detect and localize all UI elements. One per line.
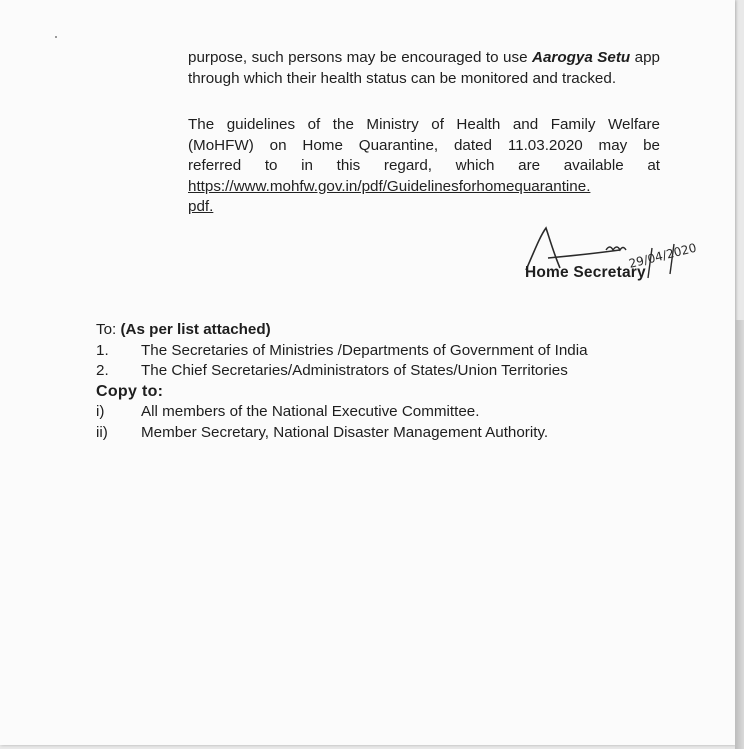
page-edge-shadow (735, 320, 744, 749)
paragraph-guidelines (188, 115, 660, 218)
paragraph-aarogya-text-a: purpose, such persons may be encouraged to use (188, 49, 533, 66)
to-item (96, 361, 696, 382)
paragraph-aarogya-text-b: app through which their health status can be monitored and tracked. (188, 49, 661, 87)
paragraph-aarogya (188, 48, 660, 89)
copy-to-item-number: i) (96, 403, 105, 420)
aarogya-setu-app-name: Aarogya Setu (532, 49, 631, 66)
copy-to-heading: Copy to: (96, 382, 164, 400)
to-item-number: 2. (96, 362, 109, 379)
guidelines-url-line-1[interactable]: https://www.mohfw.gov.in/pdf/Guidelinesforhomequarantine. (188, 177, 591, 195)
copy-to-item (96, 402, 696, 423)
to-qualifier: (As per list attached) (120, 321, 271, 338)
guidelines-url-line-2[interactable]: pdf. (188, 198, 214, 215)
to-label: To: (96, 321, 121, 338)
copy-to-item-text: All members of the National Executive Committee. (141, 403, 480, 420)
to-item (96, 341, 696, 362)
copy-to-item-number: ii) (96, 423, 108, 441)
guidelines-line-2: (MoHFW) on Home Quarantine, dated 11.03.2020 may be (188, 136, 660, 154)
addressee-block (96, 320, 696, 443)
guidelines-line-3: referred to in this regard, which are available at (188, 157, 660, 174)
copy-to-item-text: Member Secretary, National Disaster Management Authority. (141, 423, 549, 441)
to-heading (96, 320, 696, 341)
guidelines-line-1: The guidelines of the Ministry of Health and Family Welfare (188, 116, 660, 133)
guidelines-url[interactable] (188, 177, 660, 218)
signatory-title: Home Secretary (525, 264, 646, 281)
to-item-text: The Chief Secretaries/Administrators of States/Union Territories (141, 362, 568, 379)
to-item-text: The Secretaries of Ministries /Departments of Government of India (141, 341, 588, 359)
handwritten-date: 29/04/2020 (627, 240, 698, 271)
to-item-number: 1. (96, 341, 109, 359)
scan-speck (55, 36, 57, 38)
copy-to-item (96, 423, 696, 444)
